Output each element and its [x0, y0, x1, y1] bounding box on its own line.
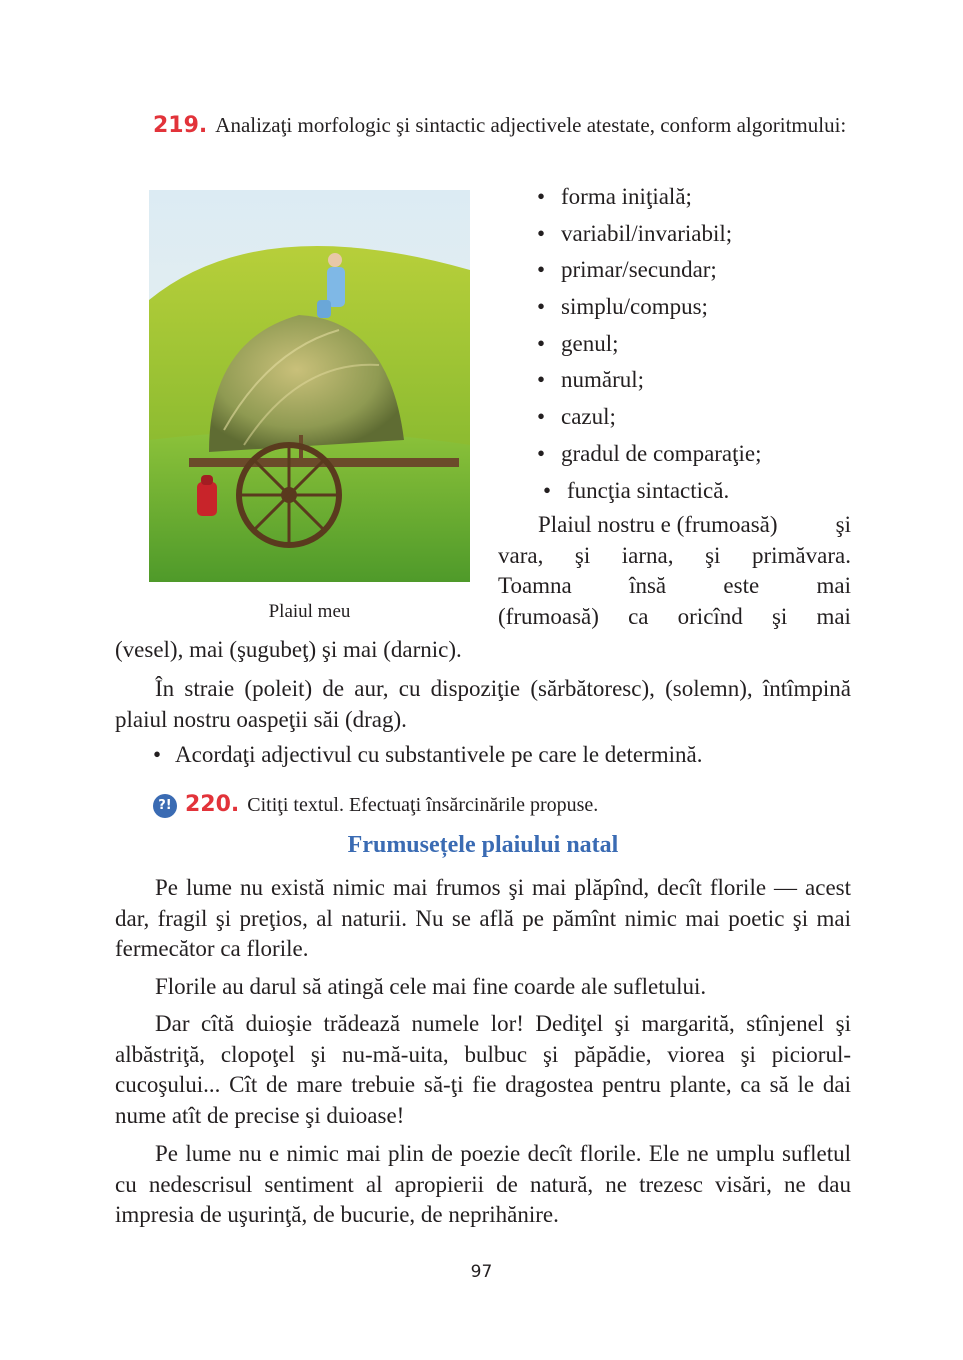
paragraph-1-line: Plaiul nostru e (frumoasă) şi	[538, 512, 851, 537]
bullet: •	[537, 257, 546, 283]
paragraph-1-line: (frumoasă) ca oricînd şi mai	[498, 603, 851, 629]
haystack-photo	[149, 190, 470, 582]
paragraph-1-line: Toamna însă este mai	[498, 573, 851, 598]
bullet: •	[537, 220, 546, 246]
algorithm-item: • cazul;	[537, 402, 762, 439]
text-paragraph-2: Florile au darul să atingă cele mai fine coarde ale sufletului.	[155, 974, 707, 999]
text-paragraph-1: Pe lume nu există nimic mai frumos şi mai plăpînd, decît florile — acest dar, fragil şi preţios, al naturii. Nu se află pe pămînt nimic mai poetic şi mai fermecător ca florile.	[115, 875, 851, 961]
task-line	[115, 740, 851, 771]
algorithm-item: • variabil/invariabil;	[537, 219, 762, 256]
exercise-220-number: 220.	[185, 792, 240, 817]
image-caption: Plaiul meu	[268, 601, 351, 622]
bullet: •	[537, 330, 546, 356]
bullet: •	[537, 440, 546, 466]
exercise-220-instruction: Citiţi textul. Efectuaţi însărcinările propuse.	[247, 794, 599, 816]
paragraph-2: În straie (poleit) de aur, cu dispoziţie (sărbătoresc), (solemn), întîmpină plaiul nostru oaspeţii săi (drag).	[115, 676, 851, 732]
haystack-illustration	[149, 190, 470, 582]
algorithm-list	[537, 182, 762, 512]
algorithm-item: • genul;	[537, 329, 762, 366]
paragraph-1-line: vara, şi iarna, şi primăvara.	[498, 542, 851, 568]
question-exclamation-icon: ?!	[153, 794, 177, 818]
algorithm-item: • gradul de comparaţie;	[537, 439, 762, 476]
text-paragraph-3: Dar cîtă duioşie trădează numele lor! Dediţel şi margarită, stînjenel şi albăstriţă, clopoţel şi nu-mă-uita, bulbuc şi păpădie, viorea şi piciorul-cucoşului... Cît de mare trebuie să-ţi fie dragostea pentru plante, ca să le dai nume atît de precise şi duioase!	[115, 1011, 851, 1128]
bullet: •	[537, 367, 546, 393]
paragraph-1-wrapped	[498, 510, 851, 632]
bullet: •	[543, 477, 552, 503]
algorithm-item: • forma iniţială;	[537, 182, 762, 219]
paragraph-1-end: (vesel), mai (şugubeţ) şi mai (darnic).	[115, 637, 462, 662]
bullet: •	[153, 742, 162, 767]
exercise-220-header	[153, 791, 598, 819]
exercise-219-header	[153, 111, 851, 140]
text-paragraph-4: Pe lume nu e nimic mai plin de poezie decît florile. Ele ne umplu sufletul cu nedescrisul sentiment al apropierii de natură, ne trezesc visări, ne dau impresia de uşurinţă, de bucurie, de neprihănire.	[115, 1141, 851, 1227]
task-text: Acordaţi adjectivul cu substantivele pe care le determină.	[175, 742, 703, 767]
exercise-219-intro: Analizaţi morfologic şi sintactic adjectivele atestate, conform algoritmului:	[215, 113, 847, 137]
algorithm-item: • primar/secundar;	[537, 255, 762, 292]
text-title: Frumusețele plaiului natal	[347, 832, 619, 858]
exercise-219-number: 219.	[153, 113, 208, 138]
bullet: •	[537, 404, 546, 430]
page-number: 97	[470, 1262, 493, 1282]
algorithm-item: • simplu/compus;	[537, 292, 762, 329]
bullet: •	[537, 184, 546, 209]
algorithm-item: • funcţia sintactică.	[537, 476, 762, 513]
bullet: •	[537, 294, 546, 320]
algorithm-item: • numărul;	[537, 365, 762, 402]
